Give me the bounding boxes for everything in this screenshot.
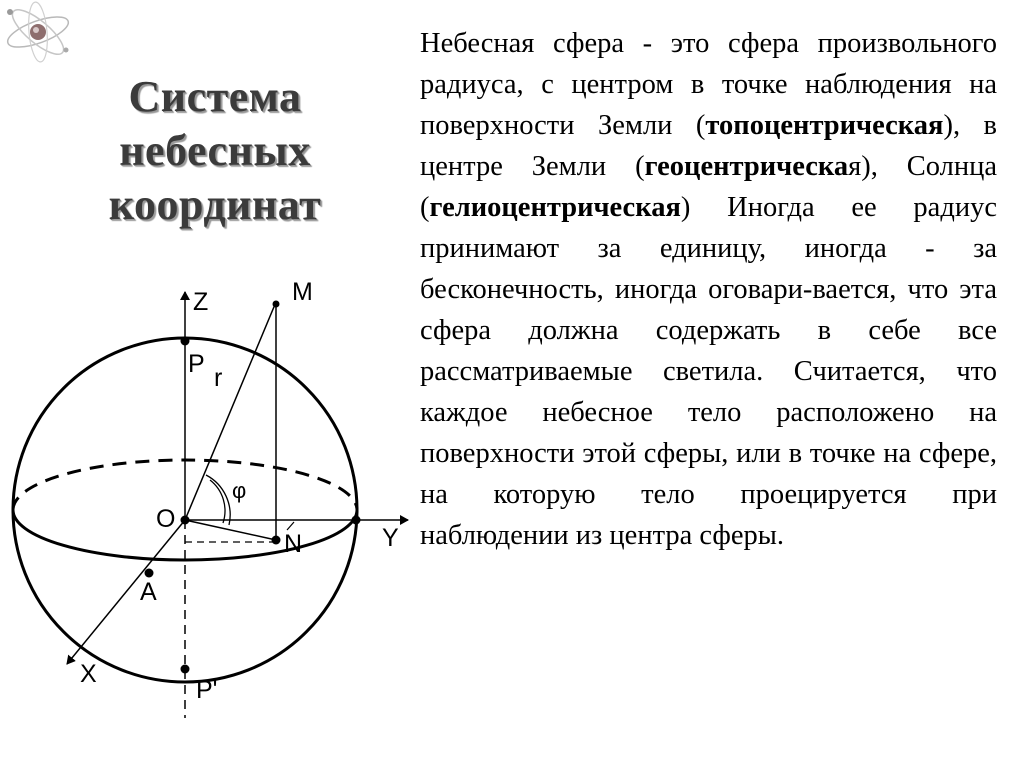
on-line	[185, 520, 276, 540]
label-p: P	[188, 350, 205, 378]
label-p-prime: P'	[196, 676, 218, 704]
atom-logo-icon	[0, 0, 80, 65]
text-part-3: я), Солнца (	[420, 151, 997, 223]
text-part-4: ) Иногда ее радиус принимают за единицу, иногда - за бесконечность, иногда оговари-вается, что эта сфера должна содержать в себе все рассматриваемые светила. Считается, что каждое небесное тело расположено на поверхности этой сферы, или в точке на сфере, на которую тело проецируется при наблюдении из центра сферы.	[420, 192, 997, 551]
point-p-prime	[181, 665, 190, 674]
label-z: Z	[193, 288, 209, 316]
title-line-3: координат	[108, 180, 322, 229]
y-tick	[287, 522, 294, 530]
label-o: O	[156, 505, 176, 533]
text-part-1: Небесная сфера - это сфера произвольного радиуса, с центром в точке наблюдения на поверхности Земли (	[420, 28, 997, 141]
label-r: r	[214, 364, 223, 392]
title-line-1: Система	[128, 72, 302, 121]
label-phi: φ	[232, 478, 247, 503]
celestial-sphere-diagram	[0, 270, 420, 730]
phi-arc-2	[210, 480, 225, 523]
point-y	[352, 516, 361, 525]
title-line-2: небесных	[119, 126, 311, 175]
term-topocentric: топоцентрическая	[705, 110, 944, 141]
phi-arc-1	[206, 475, 230, 525]
radius-line	[185, 302, 276, 520]
label-a: A	[140, 578, 157, 606]
x-axis	[67, 520, 185, 664]
term-heliocentric: гелиоцентрическая	[429, 192, 681, 223]
definition-paragraph	[420, 23, 997, 556]
point-n	[272, 536, 281, 545]
point-p	[181, 337, 190, 346]
label-x: X	[80, 660, 97, 688]
point-o	[181, 516, 190, 525]
label-m: M	[292, 278, 313, 306]
label-y: Y	[382, 524, 399, 552]
term-geocentric: геоцентрическа	[644, 151, 849, 182]
label-n: N	[284, 530, 303, 558]
slide-title	[40, 70, 390, 232]
text-part-2: ), в центре Земли (	[420, 110, 998, 182]
point-m	[273, 301, 280, 308]
point-a	[145, 569, 154, 578]
